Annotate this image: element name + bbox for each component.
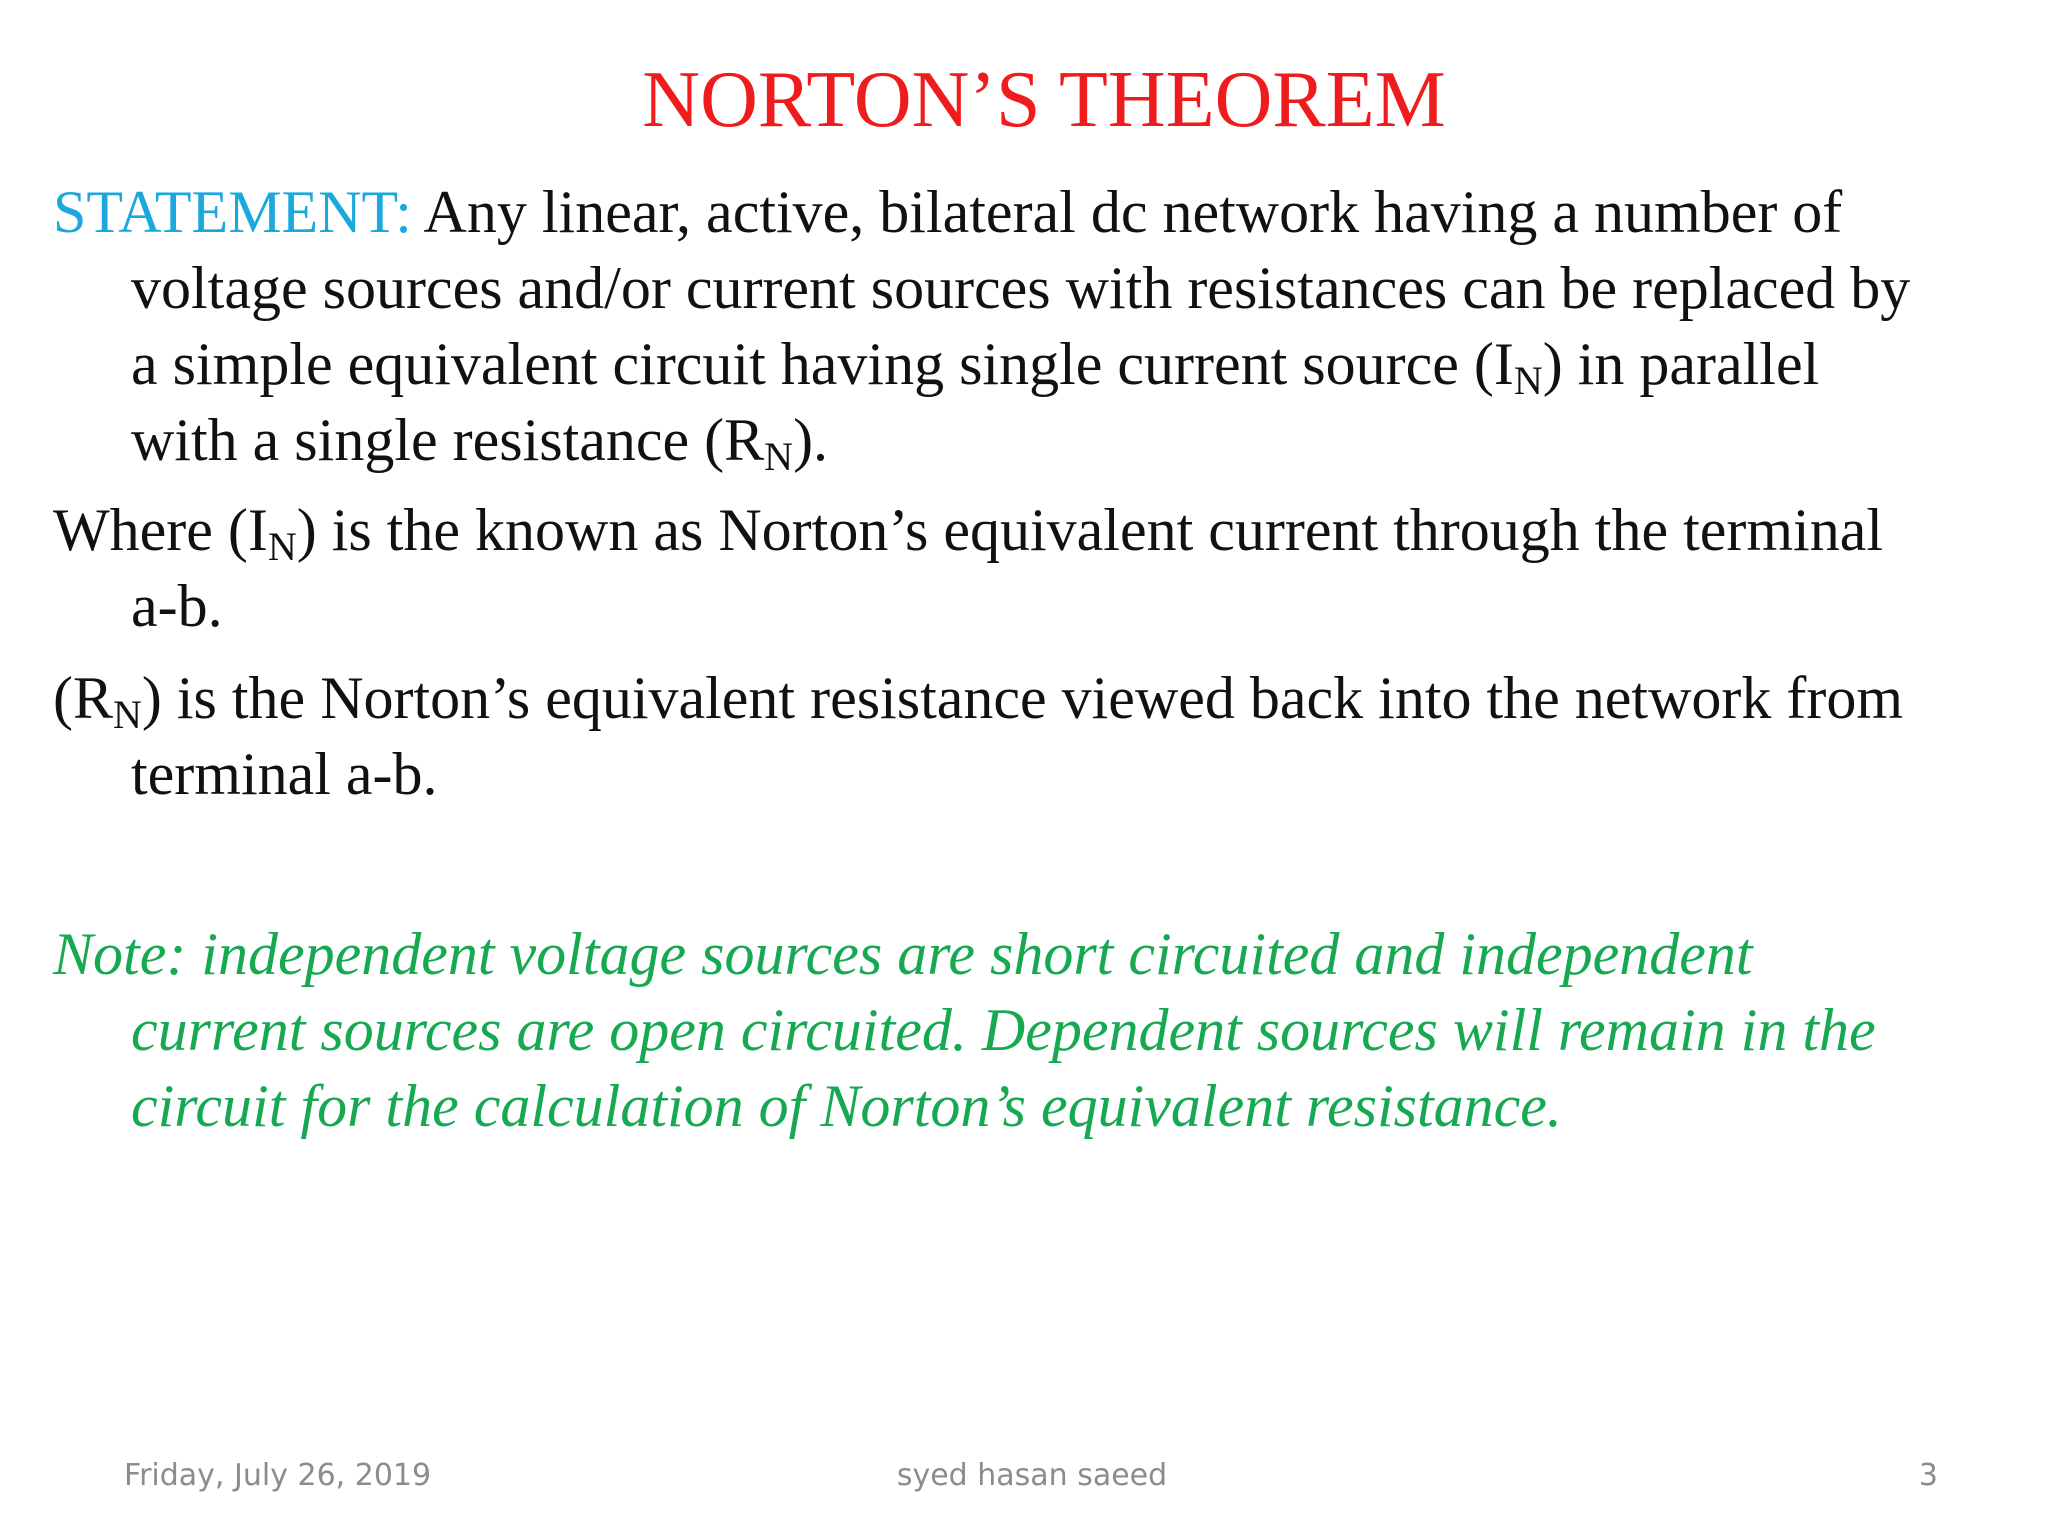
rn-text-1a: (R [53, 665, 113, 731]
note-line-3: circuit for the calculation of Norton’s equivalent resistance. [131, 1073, 1562, 1139]
where-paragraph [53, 492, 2013, 644]
footer-date: Friday, July 26, 2019 [124, 1458, 432, 1493]
statement-text-4a: with a single resistance (R [131, 407, 765, 473]
statement-line-4 [53, 402, 2013, 478]
statement-text-1: Any linear, active, bilateral dc network having a number of [411, 179, 1843, 245]
footer-author [0, 1456, 2048, 1496]
statement-paragraph [53, 174, 2013, 478]
statement-line-2: voltage sources and/or current sources with resistances can be replaced by [131, 255, 1911, 321]
statement-text-4b: ). [793, 407, 829, 473]
slide-title-text: NORTON’S THEOREM [642, 56, 1446, 144]
statement-text-3a: a simple equivalent circuit having single current source (I [131, 331, 1514, 397]
statement-label: STATEMENT: [53, 179, 412, 245]
note-line-2: current sources are open circuited. Dependent sources will remain in the [131, 997, 1876, 1063]
rn-line-2: terminal a-b. [131, 741, 438, 807]
where-text-1b: ) is the known as Norton’s equivalent current through the terminal [296, 497, 1884, 563]
rn-subscript: N [764, 434, 794, 479]
where-line-2: a-b. [131, 573, 223, 639]
note-line-1: Note: independent voltage sources are short circuited and independent [53, 921, 1753, 987]
where-line-1 [53, 492, 2013, 568]
statement-line-3 [53, 326, 2013, 402]
slide-title [0, 50, 2048, 150]
statement-text-3b: ) in parallel [1542, 331, 1820, 397]
note-paragraph [53, 916, 2013, 1144]
footer-page-number: 3 [1918, 1458, 1938, 1493]
footer-author-text: syed hasan saeed [896, 1458, 1168, 1493]
rn-subscript: N [113, 692, 142, 737]
rn-paragraph [53, 660, 2013, 812]
in-subscript: N [267, 524, 297, 569]
rn-text-1b: ) is the Norton’s equivalent resistance viewed back into the network from [141, 665, 1904, 731]
where-text-1a: Where (I [53, 497, 268, 563]
rn-line-1 [53, 660, 2013, 736]
in-subscript: N [1513, 358, 1543, 403]
statement-line-1 [53, 174, 2013, 250]
